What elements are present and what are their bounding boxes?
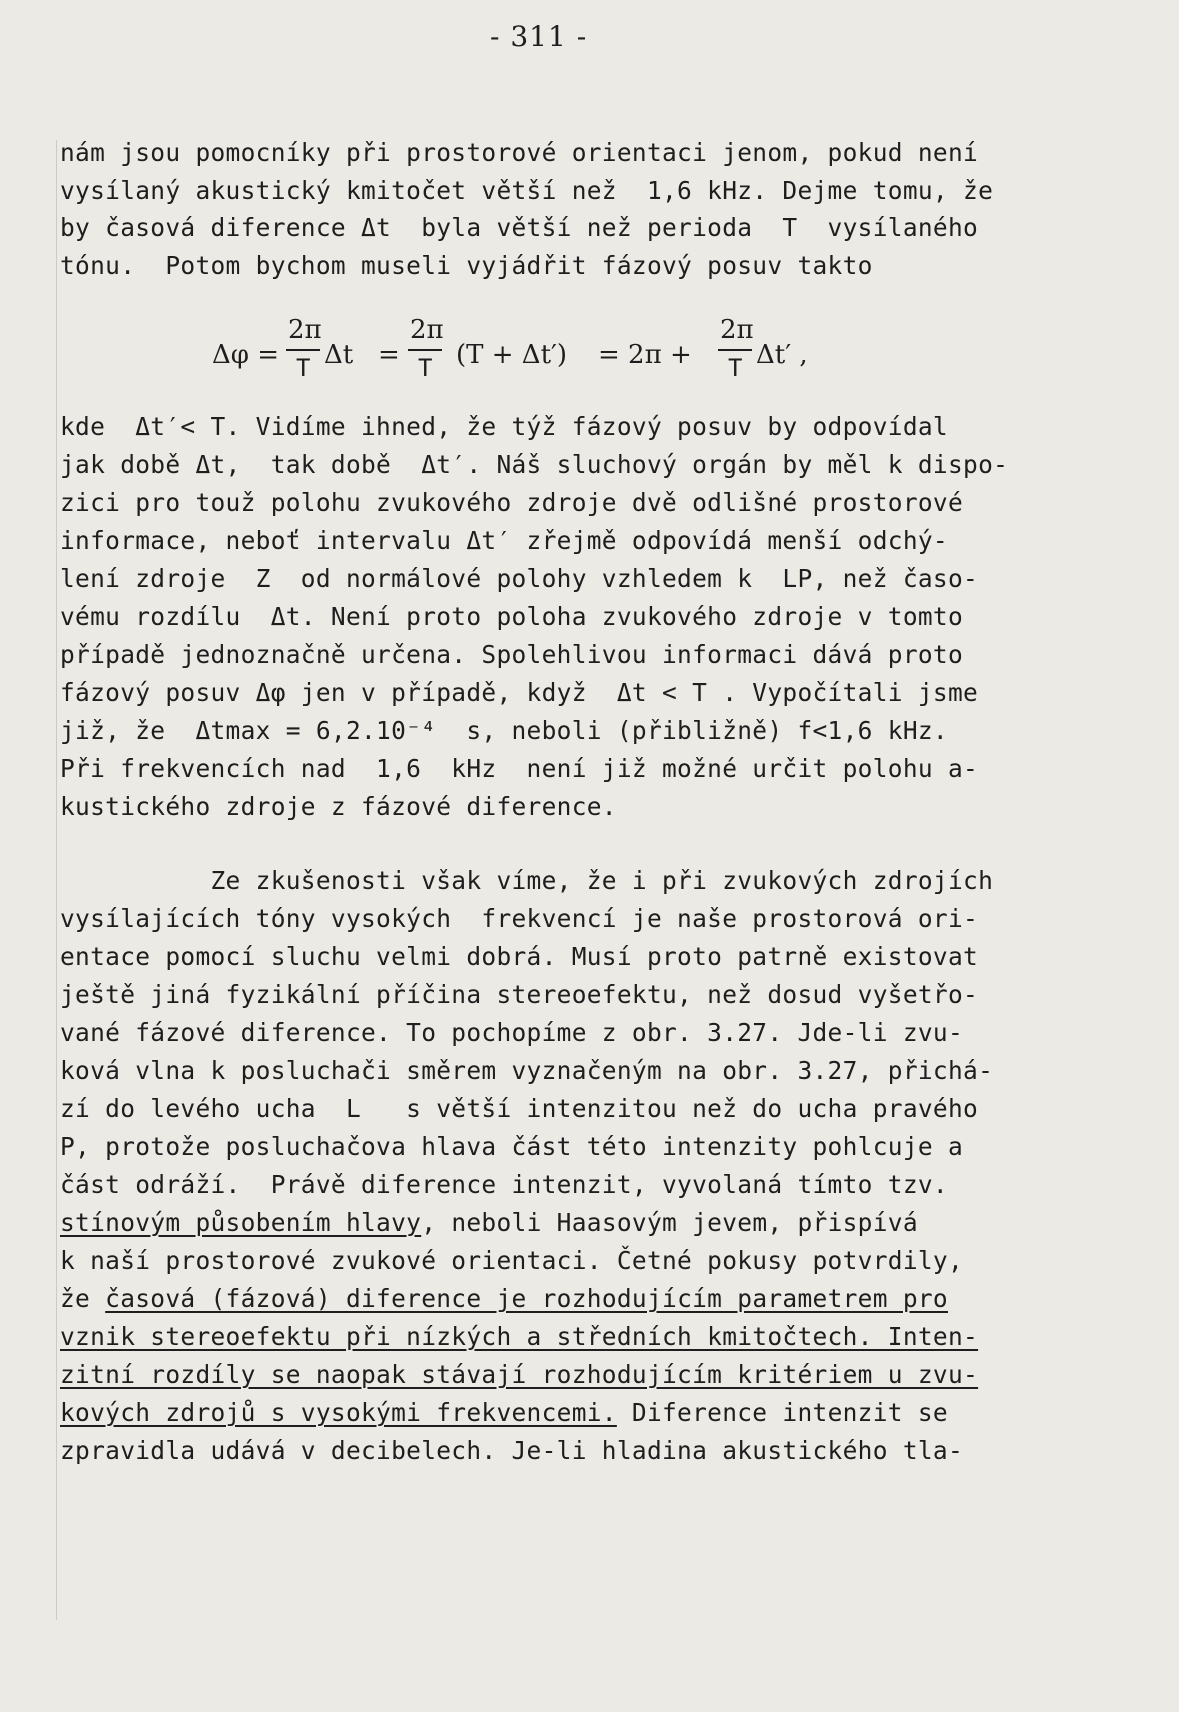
text-line: informace, neboť intervalu Δt′ zřejmě odpovídá menší odchý- — [60, 526, 948, 555]
underlined-phrase: kových zdrojů s vysokými frekvencemi. — [60, 1398, 617, 1427]
text-line: k naší prostorové zvukové orientaci. Četné pokusy potvrdily, — [60, 1246, 964, 1275]
text-line: kustického zdroje z fázové diference. — [60, 792, 617, 821]
text-line: tónu. Potom bychom museli vyjádřit fázový posuv takto — [60, 251, 873, 280]
text-span: , neboli Haasovým jevem, přispívá — [421, 1208, 918, 1237]
text-line: zici pro touž polohu zvukového zdroje dvě odlišné prostorové — [60, 488, 964, 517]
formula-numerator: 2π — [720, 315, 754, 345]
text-line: vysílajících tóny vysokých frekvencí je naše prostorová ori- — [60, 904, 979, 933]
underlined-phrase: zitní rozdíly se naopak stávají rozhodujícím kritériem u zvu- — [60, 1360, 979, 1389]
formula-dt-prime: Δt′ , — [756, 340, 808, 370]
formula-parenthesis: (T + Δt′) — [456, 340, 568, 370]
formula-numerator: 2π — [288, 315, 322, 345]
text-line: lení zdroje Z od normálové polohy vzhledem k LP, než časo- — [60, 564, 979, 593]
text-line: vysílaný akustický kmitočet větší než 1,6 kHz. Dejme tomu, že — [60, 176, 994, 205]
underlined-phrase: časová (fázová) diference je rozhodujícím parametrem pro — [105, 1284, 948, 1313]
text-line: zí do levého ucha L s větší intenzitou než do ucha pravého — [60, 1094, 979, 1123]
text-span: že — [60, 1284, 106, 1313]
text-line — [60, 1284, 948, 1314]
underlined-phrase: stínovým působením hlavy — [60, 1208, 422, 1237]
text-line: vané fázové diference. To pochopíme z obr. 3.27. Jde-li zvu- — [60, 1018, 964, 1047]
text-line: vému rozdílu Δt. Není proto poloha zvukového zdroje v tomto — [60, 602, 964, 631]
underlined-phrase: vznik stereoefektu při nízkých a středních kmitočtech. Inten- — [60, 1322, 979, 1351]
text-line — [60, 1398, 948, 1428]
text-line: jak době Δt, tak době Δt′. Náš sluchový orgán by měl k dispo- — [60, 450, 1009, 479]
formula-denominator: T — [728, 354, 743, 382]
formula-denominator: T — [418, 354, 433, 382]
formula-denominator: T — [296, 354, 311, 382]
text-line — [60, 1360, 978, 1390]
text-span: Diference intenzit se — [616, 1398, 948, 1427]
text-line — [60, 1208, 918, 1238]
text-line: Ze zkušenosti však víme, že i při zvukových zdrojích — [60, 866, 994, 895]
text-line: kde Δt′< T. Vidíme ihned, že týž fázový posuv by odpovídal — [60, 412, 948, 441]
text-line: případě jednoznačně určena. Spolehlivou informaci dává proto — [60, 640, 964, 669]
text-line: ještě jiná fyzikální příčina stereoefektu, než dosud vyšetřo- — [60, 980, 979, 1009]
text-line: entace pomocí sluchu velmi dobrá. Musí proto patrně existovat — [60, 942, 979, 971]
formula-lhs: Δφ = — [212, 340, 280, 370]
text-line: fázový posuv Δφ jen v případě, když Δt < T . Vypočítali jsme — [60, 678, 979, 707]
formula-dt: Δt — [324, 340, 354, 370]
text-line: ková vlna k posluchači směrem vyznačeným na obr. 3.27, přichá- — [60, 1056, 994, 1085]
text-line: nám jsou pomocníky při prostorové orientaci jenom, pokud není — [60, 138, 979, 167]
formula-result: = 2π + — [598, 340, 692, 370]
page-number: - 311 - — [490, 20, 588, 53]
formula-numerator: 2π — [410, 315, 444, 345]
text-line: zpravidla udává v decibelech. Je-li hladina akustického tla- — [60, 1436, 964, 1465]
text-line — [60, 1322, 978, 1352]
text-line: by časová diference Δt byla větší než perioda T vysílaného — [60, 213, 979, 242]
text-line: část odráží. Právě diference intenzit, vyvolaná tímto tzv. — [60, 1170, 948, 1199]
formula-equals: = — [378, 340, 400, 370]
text-line: P, protože posluchačova hlava část této intenzity pohlcuje a — [60, 1132, 964, 1161]
text-line: již, že Δtmax = 6,2.10⁻⁴ s, neboli (přibližně) f<1,6 kHz. — [60, 716, 948, 745]
text-line: Při frekvencích nad 1,6 kHz není již možné určit polohu a- — [60, 754, 979, 783]
